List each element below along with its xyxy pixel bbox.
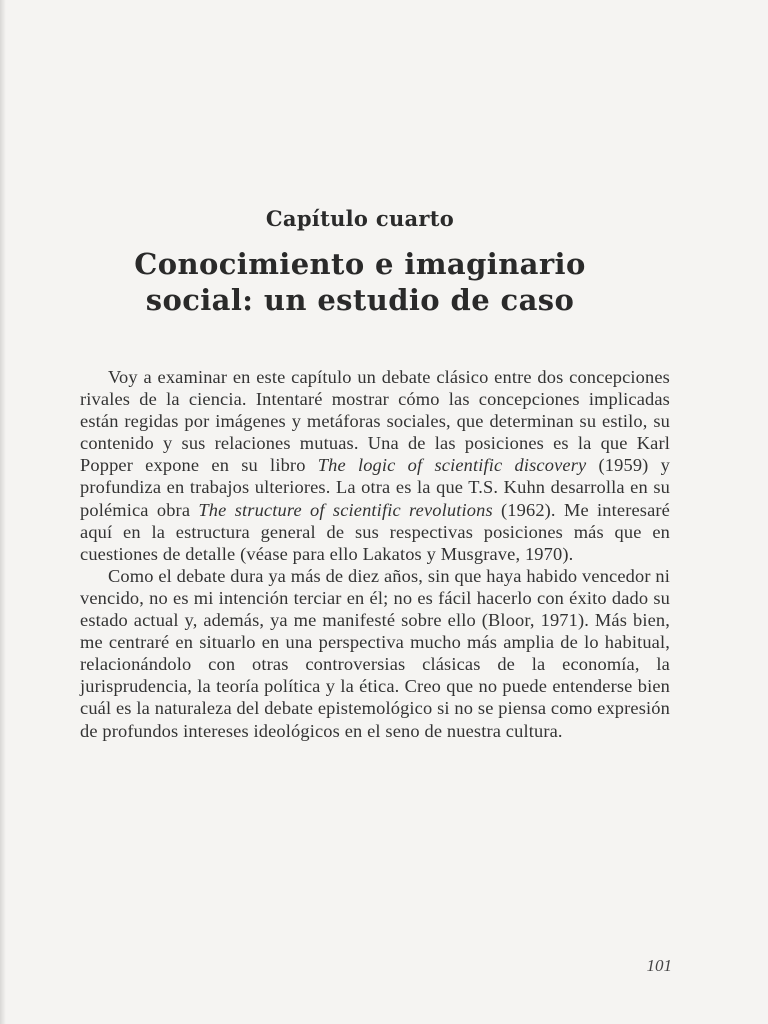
- chapter-label: Capítulo cuarto: [265, 206, 455, 231]
- paragraph-2: Como el debate dura ya más de diez años, sin que haya habido vencedor ni vencido, no es mi intención terciar en él; no es fácil hacerlo con éxito dado su estado actual y, además, ya me manifesté sobre ello (Bloor, 1971). Más bien, me centraré en situarlo en una perspectiva mucho más amplia de lo habitual, relacionándolo con otras controversias clásicas de la economía, la jurisprudencia, la teoría política y la ética. Creo que no puede entenderse bien cuál es la naturaleza del debate epistemológico si no se piensa como expresión de profundos intereses ideológicos en el seno de nuestra cultura.: [80, 565, 670, 741]
- page-number: 101: [646, 956, 672, 975]
- chapter-title: [60, 246, 660, 318]
- paragraph-1-part-1: Voy a examinar en este capítulo un debate clásico entre dos concepciones rivales de la ciencia. Intentaré mostrar cómo las concepciones implicadas están regidas por imágenes y metáforas sociales, que determinan su estilo, su contenido y sus relaciones mutuas. Una de las posiciones es la que Karl Popper expone en su libro: [80, 367, 670, 476]
- paragraph-1: [80, 366, 670, 565]
- body-text: [80, 366, 670, 742]
- book-title-kuhn: The structure of scientific revolutions: [198, 499, 493, 520]
- book-title-popper: The logic of scientific discovery: [317, 455, 587, 476]
- chapter-title-line-1: Conocimiento e imaginario: [134, 247, 586, 281]
- paragraph-1-part-2: (1959) y profundiza en trabajos ulteriores. La otra es la que T.S. Kuhn desarrolla en su polémica obra: [80, 455, 670, 520]
- chapter-title-line-2: social: un estudio de caso: [145, 283, 575, 317]
- paragraph-1-part-3: (1962). Me interesaré aquí en la estructura general de sus respectivas posiciones más que en cuestiones de detalle (véase para ello Lakatos y Musgrave, 1970).: [80, 499, 670, 564]
- page-edge-shadow: [0, 0, 6, 1024]
